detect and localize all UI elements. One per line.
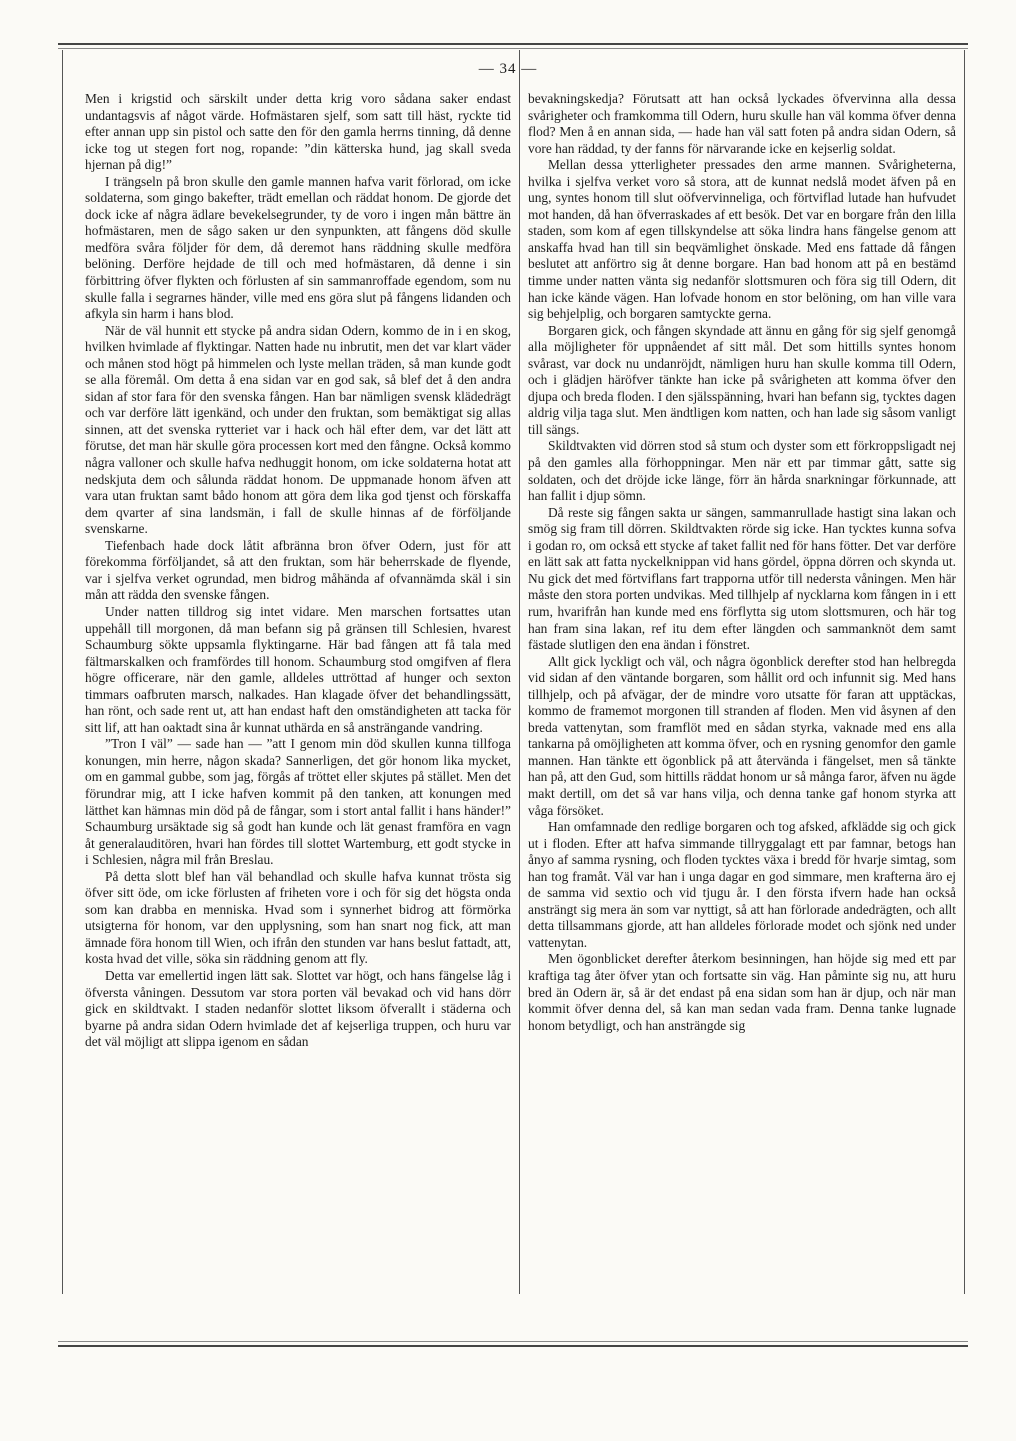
paragraph: Skildtvakten vid dörren stod så stum och dyster som ett förkroppsligadt nej på den gamles alla förhoppningar. Men när ett par timmar gått, satte sig soldaten, och det dröjde icke länge, förr än hårda snarkningar förkunnade, att han fallit i djup sömn. [528, 438, 956, 504]
paragraph: Mellan dessa ytterligheter pressades den arme mannen. Svårigheterna, hvilka i sjelfva verket voro så stora, att de kunnat nedslå modet äfven på en ung, syntes honom till slut oöfvervinneliga, och förtviflad lutade han hufvudet mot handen, då han öfverraskades af ett besök. Det var en borgare från den lilla staden, som kom af egen tillskyndelse att söka lindra hans fängelse genom att anskaffa hvad han till sin beqvämlighet önskade. Med ens fattade då fången beslutet att anförtro sig åt denne borgare. Han bad honom att på en bestämd timme under natten vänta sig nedanför slottsmuren och föra sig till Odern, dit han icke kände vägen. Han lofvade honom en stor belöning, om han ville vara sig behjelplig, och borgaren samtyckte gerna. [528, 157, 956, 322]
paragraph: Han omfamnade den redlige borgaren och tog afsked, afklädde sig och gick ut i floden. Efter att hafva simmande tillryggalagt ett par famnar, betogs han ånyo af samma rysning, och floden tycktes växa i bredd för hvarje simtag, som han tog framåt. Väl var han i unga dagar en god simmare, men krafterna äro ej de samma vid sextio och vid tjugu år. I den första ifvern hade han också ansträngt sig mera än som var nyttigt, så att han förlorade andedrägten, och allt detta tillsammans gjorde, att han alldeles förlorade modet och sjönk ned under vattenytan. [528, 819, 956, 950]
paragraph: bevakningskedja? Förutsatt att han också lyckades öfvervinna alla dessa svårigheter och framkomma till Odern, huru skulle han väl komma öfver denna flod? Men å en annan sida, — hade han väl satt foten på andra sidan Odern, så vore han räddad, ty der fanns för närvarande icke en kejserlig soldat. [528, 91, 956, 156]
paragraph: När de väl hunnit ett stycke på andra sidan Odern, kommo de in i en skog, hvilken hvimlade af flyktingar. Natten hade nu inbrutit, men det var klart väder och månen stod högt på himmelen och lyste mellan träden, så man kunde godt se alla föremål. Om detta å ena sidan var en god sak, så blef det å den andra sidan af stor fara för den svenska fången. Han bar nämligen svensk klädedrägt och var derföre lätt igenkänd, och under den fruktan, som bemäktigat sig allas sinnen, att det svenska rytteriet var i hack och häl efter dem, var det lätt att förutse, det man här skulle göra processen kort med den fångne. Också kommo några valloner och skulle hafva nedhuggit honom, om icke soldaterna hotat att nedskjuta dem och sålunda räddat honom. De uppmanade honom äfven att vara utan fruktan samt bådo honom att göra dem lika god tjenst och förskaffa dem qvarter af sina landsmän, i fall de skulle hinnas af de förföljande svenskarne. [85, 322, 511, 537]
paragraph: Men ögonblicket derefter återkom besinningen, han höjde sig med ett par kraftiga tag åter öfver ytan och fortsatte sin väg. Han påminte sig nu, att huru bred än Odern är, så är det endast på ena sidan som han är djup, och när man kommit öfver denna del, så kan man sedan vada fram. Denna tanke lugnade honom betydligt, och han ansträngde sig [528, 951, 956, 1033]
paragraph: Men i krigstid och särskilt under detta krig voro sådana saker endast undantagsvis af något värde. Hofmästaren sjelf, som satt till häst, ryckte tid efter annan upp sin pistol och satte den för den gamla herrns tinning, då denne icke tog ut stegen fort nog, ropande: ”din kätterska hund, jag skall sveda hjernan på dig!” [85, 91, 511, 173]
paragraph: Detta var emellertid ingen lätt sak. Slottet var högt, och hans fängelse låg i öfversta våningen. Dessutom var stora porten väl bevakad och vid hans dörr gick en skildtvakt. I staden nedanför slottet liksom öfverallt i städerna och byarne på andra sidan Odern hvimlade det af kejserliga truppen, och huru var det väl möjligt att slippa igenom en sådan [85, 967, 511, 1050]
paragraph: ”Tron I väl” — sade han — ”att I genom min död skullen kunna tillfoga konungen, min herre, någon skada? Sannerligen, det gör honom lika mycket, om en gammal gubbe, som jag, förgås af tröttet eller skjutes på stället. Men det förundrar mig, att I icke hafven kommit på den tanken, att konungen med lätthet kan hämnas min död på de fångar, som i stort antal fallit i hans händer!” Schaumburg ursäktade sig så godt han kunde och lät genast framföra en vagn åt generalauditören, hvari han fördes till slottet Wartemburg, ett godt stycke in i Schlesien, några mil från Breslau. [85, 736, 511, 868]
paragraph: På detta slott blef han väl behandlad och skulle hafva kunnat trösta sig öfver sitt öde, om icke förlusten af friheten vore i och för sig det högsta onda som kan drabba en menniska. Hvad som i synnerhet bidrog att förmörka utsigterna för honom, var den upplysning, som han snart nog fick, att man ämnade föra honom till Wien, och ifrån den stunden var hans beslut fattadt, att, kosta hvad det ville, söka sin räddning genom att fly. [85, 868, 511, 967]
paragraph: Tiefenbach hade dock låtit afbränna bron öfver Odern, just för att förekomma förföljandet, så att den fruktan, som här beherrskade de flyende, var i sjelfva verket ogrundad, men bidrog måhända af ofvannämda skäl i sin mån att rädda den svenske fången. [85, 537, 511, 603]
left-margin-rule [62, 50, 63, 1294]
paragraph: Borgaren gick, och fången skyndade att ännu en gång för sig sjelf genomgå alla möjligheter för uppnåendet af sitt mål. Det som hittills syntes honom svårast, var dock nu undanröjdt, nämligen huru han skulle komma till Odern, och i glädjen häröfver tänkte han icke på svårigheten att komma öfver den djupa och breda floden. I den själsspänning, hvari han befann sig, tycktes dagen aldrig vilja taga slut. Men ändtligen kom natten, och han lade sig såsom vanligt till sängs. [528, 322, 956, 437]
paragraph: Då reste sig fången sakta ur sängen, sammanrullade hastigt sina lakan och smög sig fram till dörren. Skildtvakten rörde sig icke. Han tycktes kunna sofva i godan ro, om också ett stycke af taket fallit ned för hans fötter. Det var derföre en lätt sak att fatta nyckelknippan vid hans gördel, öppna dörren och skynda ut. Nu gick det med förtviflans fart trapporna utför till nedersta våningen. Men här måste den stora porten undvikas. Med tillhjelp af nycklarna kom fången in i ett rum, hvarifrån han kunde med ens förflytta sig utom slottsmuren, och här tog han fram sina lakan, ref itu dem efter längden och sammanknöt dem samt fästade slutligen den ena ändan i fönstret. [528, 504, 956, 653]
paragraph: Allt gick lyckligt och väl, och några ögonblick derefter stod han helbregda vid sidan af den väntande borgaren, som hållit ord och infunnit sig. Med hans tillhjelp, och på afvägar, der de mindre voro utsatte för faran att upptäckas, kommo de framemot morgonen till stranden af floden. Men vid åsynen af den breda vattenytan, som framflöt med en sådan styrka, vaknade med ens alla tankarna på omöjligheten att komma öfver, och en rysning genomfor den gamle mannen. Han tänkte ett ögonblick på att återvända i fängelset, men så tänkte han på, att den Gud, som hittills räddat honom ur så många faror, äfven nu ägde makt dertill, om det så var hans vilja, och denna tanke gaf honom styrka att våga försöket. [528, 653, 956, 818]
column-divider-rule [519, 50, 520, 1294]
paragraph: I trängseln på bron skulle den gamle mannen hafva varit förlorad, om icke soldaterna, som gingo bakefter, trädt emellan och räddat honom. De gjorde det dock icke af några ädlare bevekelsegrunder, ty de voro i ingen mån bättre än hofmästaren, men de sågo saken ur den synpunkten, att fångens död skulle medföra svåra följder för dem, då deremot hans räddning skulle medföra belöning. Derföre hejdade de till och med hofmästaren, då denne i sin förbittring öfver flykten och förlusten af sin sammanroffade egendom, som nu skulle falla i segrarnes händer, ville med ens göra slut på fångens lidanden och afkyla sin harm i hans blod. [85, 173, 511, 322]
page-number: — 34 — [478, 61, 538, 77]
paragraph: Under natten tilldrog sig intet vidare. Men marschen fortsattes utan uppehåll till morgonen, då man befann sig på gränsen till Schlesien, hvarest Schaumburg sökte uppsamla flyktingarne. Här bad fången att få tala med fältmarskalken och framfördes till honom. Schaumburg stod omgifven af flera högre officerare, när den gamle, alldeles uttröttad af hunger och sexton timmars oafbruten marsch, nalkades. Han klagade öfver det behandlingssätt, han rönt, och sade rent ut, att han endast haft den omständigheten att tacka för sitt lif, att han oaktadt sina år kunnat uthärda en så ansträngande vandring. [85, 603, 511, 735]
left-column [85, 91, 511, 1331]
right-column [528, 91, 956, 1331]
right-margin-rule [964, 50, 965, 1294]
